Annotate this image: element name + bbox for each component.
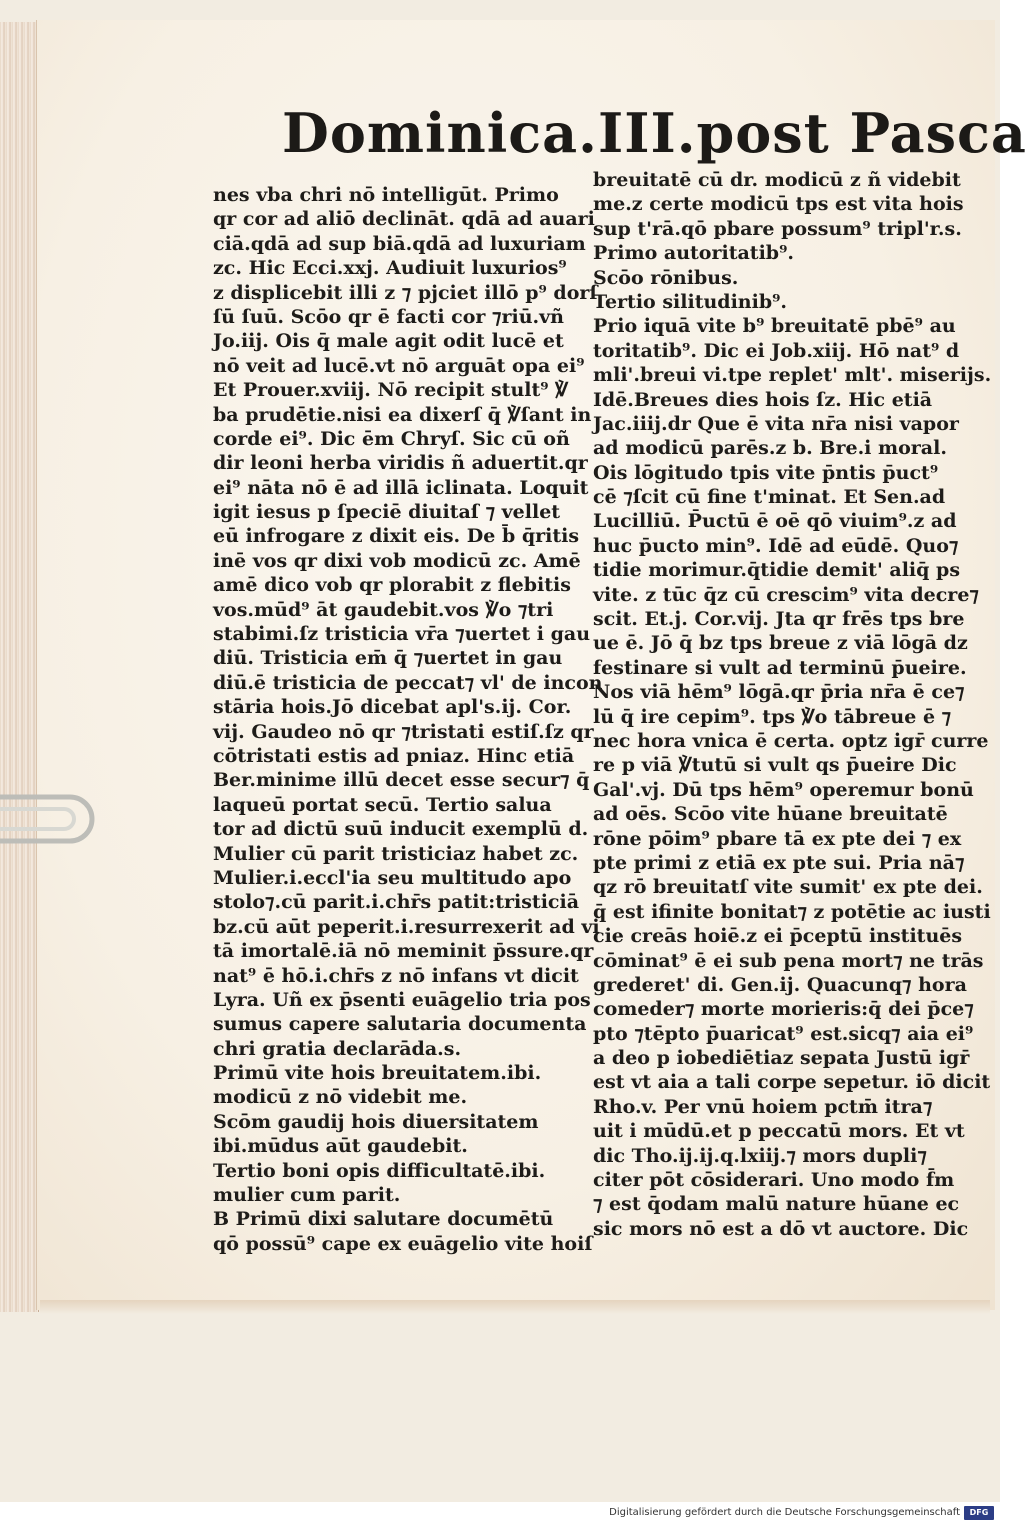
text-line: Jac.iiij.dr Que ē vita nr̄a nisi vapor bbox=[593, 412, 959, 435]
text-line: corde ei⁹. Dic ēm Chryſ. Sic cū oñ bbox=[213, 427, 570, 450]
text-line: amē dico vob qr plorabit z flebitis bbox=[213, 574, 571, 597]
text-line: Scōm gaudij hois diuersitatem bbox=[213, 1110, 539, 1133]
text-line: Gal'.vj. Dū tps hēm⁹ operemur bonū bbox=[593, 778, 974, 801]
page-bottom-shadow bbox=[40, 1300, 990, 1314]
text-line: vij. Gaudeo nō qr ⁊tristati estiſ.ſz qr bbox=[213, 720, 594, 743]
text-line: chri gratia declarāda.s. bbox=[213, 1037, 462, 1060]
text-line: sic mors nō est a dō vt auctore. Dic bbox=[593, 1217, 969, 1240]
text-line: cōminat⁹ ē ei sub pena mort⁊ ne trās bbox=[593, 949, 984, 972]
footer-bar bbox=[0, 1502, 1000, 1525]
text-line: sup t'rā.qō pbare possum⁹ tripl'r.s. bbox=[593, 217, 962, 240]
text-line: Prio iquā vite b⁹ breuitatē pbē⁹ au bbox=[593, 315, 956, 338]
text-line: nō veit ad lucē.vt nō arguāt opa ei⁹ bbox=[213, 354, 585, 377]
text-line: re p viā ℣tutū si vult qs p̄ueire Dic bbox=[593, 754, 957, 777]
text-line: modicū z nō videbit me. bbox=[213, 1086, 468, 1109]
text-line: ad modicū parēs.z b. Bre.i moral. bbox=[593, 437, 947, 460]
text-line: huc p̄ucto min⁹. Idē ad eūdē. Quo⁊ bbox=[593, 534, 959, 557]
text-line: Nos viā hēm⁹ lōgā.qr p̄ria nr̄a ē ce⁊ bbox=[593, 681, 965, 704]
text-line: ſū ſuū. Scōo qr ē facti cor ⁊riū.vñ bbox=[213, 305, 564, 328]
text-line: z displicebit illi z ⁊ pjciet illō p⁹ dorſ bbox=[213, 281, 598, 304]
text-line: nes vba chri nō intelligūt. Primo bbox=[213, 184, 559, 206]
text-line: Scōo rōnibus. bbox=[593, 266, 739, 289]
text-line: dir leoni herba viridis ñ aduertit.qr bbox=[213, 452, 588, 475]
text-line: uit i mūdū.et p peccatū mors. Et vt bbox=[593, 1120, 965, 1143]
text-line: Ois lōgitudo tpis vite p̄ntis p̄uct⁹ bbox=[593, 461, 939, 484]
text-line: cie creās hoiē.z ei p̄ceptū instituēs bbox=[593, 925, 963, 948]
text-line: comeder⁊ morte morieris:q̄ dei p̄ce⁊ bbox=[593, 998, 974, 1021]
text-line: lū q̄ ire cepim⁹. tps ℣o tābreue ē ⁊ bbox=[593, 705, 952, 728]
text-line: festinare si vult ad terminū p̄ueire. bbox=[593, 656, 967, 679]
text-line: vite. z tūc q̄z cū crescim⁹ vita decre⁊ bbox=[593, 583, 979, 606]
text-line: Rho.v. Per vnū hoiem pctm̄ itra⁊ bbox=[593, 1095, 933, 1118]
text-line: Jo.iij. Ois q̄ male agit odit lucē et bbox=[213, 330, 564, 353]
right-text-column bbox=[593, 168, 992, 1241]
text-line: Primū vite hois breuitatem.ibi. bbox=[213, 1062, 542, 1085]
text-line: me.z certe modicū tps est vita hois bbox=[593, 193, 964, 216]
text-line: est vt aia a tali corpe sepetur. iō dicit bbox=[593, 1071, 991, 1094]
text-line: nat⁹ ē hō.i.chr̄s z nō infans vt dicit bbox=[213, 964, 579, 987]
text-line: Lyra. Uñ ex p̄senti euāgelio tria pos bbox=[213, 988, 591, 1011]
text-line: ad oēs. Scōo vite hūane breuitatē bbox=[593, 803, 948, 826]
paper-clip-icon bbox=[0, 785, 92, 855]
text-line: Tertio silitudinib⁹. bbox=[593, 290, 788, 313]
text-line: stolo⁊.cū parit.i.chr̄s patit:tristiciā bbox=[213, 891, 580, 914]
text-line: nec hora vnica ē certa. optz igr̄ curre bbox=[593, 729, 989, 752]
text-line: dic Tho.ij.ij.q.lxiij.⁊ mors dupli⁊ bbox=[593, 1144, 927, 1167]
text-line: qō possū⁹ cape ex euāgelio vite hoiſ bbox=[213, 1232, 593, 1255]
text-line: stabimi.ſz tristicia vr̄a ⁊uertet i gau bbox=[213, 623, 591, 646]
left-text-column bbox=[213, 183, 603, 1256]
text-line: diū. Tristicia em̄ q̄ ⁊uertet in gau bbox=[213, 647, 563, 670]
text-line: bz.cū aūt peperit.i.resurrexerit ad vi bbox=[213, 915, 600, 938]
text-line: B Primū dixi salutare documētū bbox=[213, 1208, 554, 1231]
funding-credit: Digitalisierung gefördert durch die Deutsche Forschungsgemeinschaft bbox=[609, 1507, 960, 1518]
text-line: Tertio boni opis difficultatē.ibi. bbox=[213, 1159, 546, 1182]
running-head: Dominica.III.post Pasca bbox=[282, 101, 1027, 165]
text-line: rōne pōim⁹ pbare tā ex pte dei ⁊ ex bbox=[593, 827, 962, 850]
text-line: ba prudētie.nisi ea dixerſ q̄ ℣ſant in bbox=[213, 403, 592, 426]
text-line: tā imortalē.iā nō meminit p̄ssure.qr bbox=[213, 940, 594, 963]
text-line: cōtristati estis ad pniaz. Hinc etiā bbox=[213, 744, 575, 767]
text-line: diū.ē tristicia de peccat⁊ vl' de incon bbox=[213, 671, 603, 694]
text-line: laqueū portat secū. Tertio salua bbox=[213, 793, 552, 816]
text-line: igit iesus p ſpeciē diuitaſ ⁊ vellet bbox=[213, 501, 561, 524]
text-line: mli'.breui vi.tpe replet' mlt'. miserijs. bbox=[593, 364, 992, 387]
text-line: pto ⁊tēpto p̄uaricat⁹ est.sicq⁊ aia ei⁹ bbox=[593, 1022, 974, 1045]
dfg-logo: DFG bbox=[964, 1506, 994, 1520]
text-line: pte primi z etiā ex pte sui. Pria nā⁊ bbox=[593, 851, 965, 874]
text-line: sumus capere salutaria documenta bbox=[213, 1013, 587, 1036]
text-line: Idē.Breues dies hois ſz. Hic etiā bbox=[593, 388, 933, 411]
text-line: ei⁹ nāta nō ē ad illā iclinata. Loquit bbox=[213, 476, 589, 499]
text-line: zc. Hic Ecci.xxj. Audiuit luxurios⁹ bbox=[213, 257, 567, 280]
text-line: Primo autoritatib⁹. bbox=[593, 242, 795, 265]
text-line: grederet' di. Gen.ij. Quacunq⁊ hora bbox=[593, 973, 967, 996]
text-line: breuitatē cū dr. modicū z ñ videbit bbox=[593, 169, 961, 191]
text-line: ciā.qdā ad sup biā.qdā ad luxuriam bbox=[213, 232, 586, 255]
text-line: qr cor ad aliō declināt. qdā ad auari bbox=[213, 208, 595, 231]
text-line: cē ⁊ſcit cū fine t'minat. Et Sen.ad bbox=[593, 486, 946, 509]
text-line: tidie morimur.q̄tidie demit' aliq̄ ps bbox=[593, 559, 961, 582]
text-line: Mulier cū parit tristiciaz habet zc. bbox=[213, 842, 579, 865]
text-line: qz rō breuitatſ vite sumit' ex pte dei. bbox=[593, 876, 983, 899]
text-line: toritatib⁹. Dic ei Job.xiij. Hō nat⁹ d bbox=[593, 339, 960, 362]
text-line: citer pōt cōsiderari. Uno modo f̄m bbox=[593, 1169, 955, 1192]
text-line: inē vos qr dixi vob modicū zc. Amē bbox=[213, 549, 581, 572]
text-line: stāria hois.Jō dicebat apl's.ij. Cor. bbox=[213, 696, 572, 719]
text-line: vos.mūd⁹ āt gaudebit.vos ℣o ⁊tri bbox=[213, 598, 554, 621]
text-line: eū infrogare z dixit eis. De b̄ q̄ritis bbox=[213, 525, 580, 548]
text-line: Mulier.i.eccl'ia seu multitudo apo bbox=[213, 866, 572, 889]
text-line: a deo p iobediētiaz sepata Justū igr̄ bbox=[593, 1047, 970, 1070]
text-line: Lucilliū. P̄uctū ē oē qō viuim⁹.z ad bbox=[593, 510, 957, 533]
text-line: mulier cum parit. bbox=[213, 1184, 401, 1207]
text-line: Ber.minime illū decet esse secur⁊ q̄ bbox=[213, 769, 590, 792]
text-line: tor ad dictū suū inducit exemplū d. bbox=[213, 818, 589, 841]
text-line: ⁊ est q̄odam malū nature hūane ec bbox=[593, 1193, 960, 1216]
text-line: q̄ est ifinite bonitat⁊ z potētie ac iusti bbox=[593, 900, 991, 923]
text-line: ibi.mūdus aūt gaudebit. bbox=[213, 1135, 468, 1158]
book-page-edges bbox=[0, 22, 39, 1312]
text-line: ue ē. Jō q̄ bz tps breue z viā lōgā dz bbox=[593, 632, 968, 655]
text-line: Et Prouer.xviij. Nō recipit stult⁹ ℣ bbox=[213, 379, 569, 402]
text-line: scit. Et.j. Cor.vij. Jta qr frēs tps bre bbox=[593, 608, 965, 631]
